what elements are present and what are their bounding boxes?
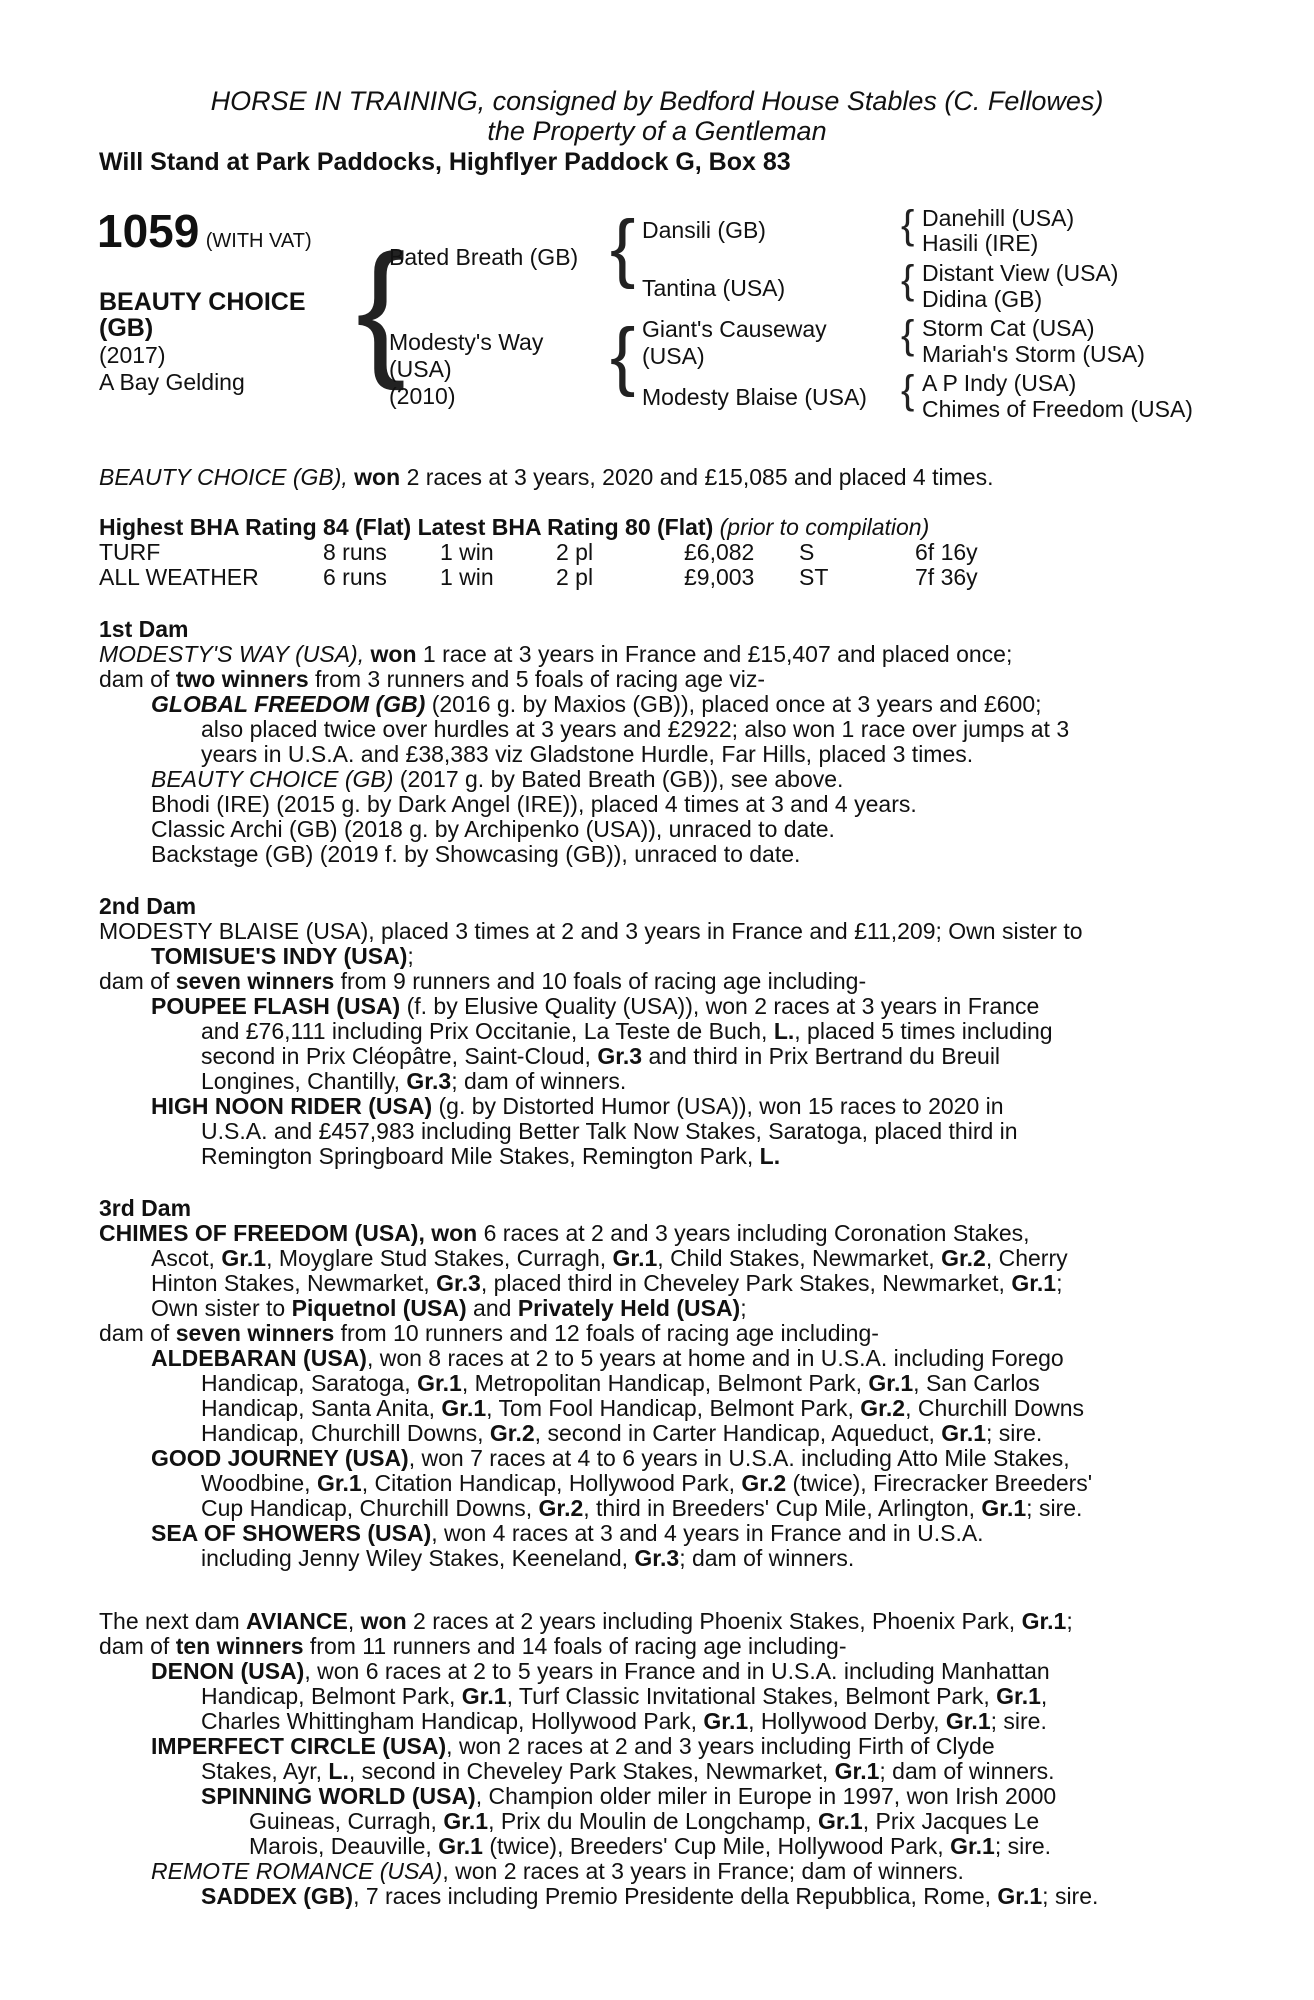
pedigree-sds: Distant View (USA) (922, 260, 1119, 286)
pedigree-brace: { (901, 368, 915, 412)
third-dam-section: 3rd Dam CHIMES OF FREEDOM (USA), won 6 races at 2 and 3 years including Coronation Stakes, Ascot, Gr.1, Moyglare Stud Stakes, Curragh, Gr.1, Child Stakes, Newmarket, Gr.2, Cherry Hinton Stakes, Newmarket, Gr.3, placed third in Cheveley Park Stakes, Newmarket, Gr.1; Own sister to Piquetnol (USA) and Privately Held (USA); dam of seven winners from 10 runners and 12 foals of racing age including- ALDEBARAN (USA), won 8 races at 2 to 5 years at home and in U.S.A. including Forego Handicap, Saratoga, Gr.1, Metropolitan Handicap, Belmont Park, Gr.1, San Carlos Handicap, Santa Anita, Gr.1, Tom Fool Handicap, Belmont Park, Gr.2, Churchill Downs Handicap, Churchill Downs, Gr.2, second in Carter Handicap, Aqueduct, Gr.1; sire. GOOD JOURNEY (USA), won 7 races at 4 to 6 years in U.S.A. including Atto Mile Stakes, Woodbine, Gr.1, Citation Handicap, Hollywood Park, Gr.2 (twice), Firecracker Breeders' Cup Handicap, Churchill Downs, Gr.2, third in Breeders' Cup Mile, Arlington, Gr.1; sire. SEA OF SHOWERS (USA), won 4 races at 3 and 4 years in France and in U.S.A. including Jenny Wiley Stakes, Keeneland, Gr.3; dam of winners. (99, 1196, 1207, 1571)
pedigree-dsd: Mariah's Storm (USA) (922, 341, 1145, 367)
pedigree-ddd: Chimes of Freedom (USA) (922, 396, 1193, 422)
race-summary: BEAUTY CHOICE (GB), won 2 races at 3 years, 2020 and £15,085 and placed 4 times. (99, 464, 994, 490)
ratings-row-all-weather: ALL WEATHER 6 runs 1 win 2 pl £9,003 ST 7f 36y (99, 564, 978, 590)
progeny-entry: IMPERFECT CIRCLE (USA), won 2 races at 2 and 3 years including Firth of Clyde (151, 1733, 995, 1759)
bha-ratings: Highest BHA Rating 84 (Flat) Latest BHA Rating 80 (Flat) (prior to compilation) (99, 514, 930, 540)
progeny-entry: GLOBAL FREEDOM (GB) (2016 g. by Maxios (GB)), placed once at 3 years and £600; (151, 691, 1042, 717)
pedigree-sire: Bated Breath (GB) (389, 244, 579, 270)
next-dam-section: The next dam AVIANCE, won 2 races at 2 years including Phoenix Stakes, Phoenix Park, Gr.1; dam of ten winners from 11 runners and 14 foals of racing age including- DENON (USA), won 6 races at 2 to 5 years in France and in U.S.A. including Manhattan Handicap, Belmont Park, Gr.1, Turf Classic Invitational Stakes, Belmont Park, Gr.1, Charles Whittingham Handicap, Hollywood Park, Gr.1, Hollywood Derby, Gr.1; sire. IMPERFECT CIRCLE (USA), won 2 races at 2 and 3 years including Firth of Clyde Stakes, Ayr, L., second in Cheveley Park Stakes, Newmarket, Gr.1; dam of winners. SPINNING WORLD (USA), Champion older miler in Europe in 1997, won Irish 2000 Guineas, Curragh, Gr.1, Prix du Moulin de Longchamp, Gr.1, Prix Jacques Le Marois, Deauville, Gr.1 (twice), Breeders' Cup Mile, Hollywood Park, Gr.1; sire. REMOTE ROMANCE (USA), won 2 races at 3 years in France; dam of winners. SADDEX (GB), 7 races including Premio Presidente della Repubblica, Rome, Gr.1; sire. (99, 1609, 1207, 1909)
section-heading: 2nd Dam (99, 893, 197, 919)
section-heading: 1st Dam (99, 616, 189, 642)
pedigree-brace: { (901, 313, 915, 357)
horse-country: (GB) (99, 314, 154, 342)
pedigree-sdd: Didina (GB) (922, 286, 1043, 312)
catalogue-header-line2: the Property of a Gentleman (487, 116, 827, 146)
progeny-entry: REMOTE ROMANCE (USA), won 2 races at 3 years in France; dam of winners. (151, 1858, 964, 1884)
pedigree-dam-country: (USA) (389, 356, 452, 382)
progeny-entry: BEAUTY CHOICE (GB) (2017 g. by Bated Breath (GB)), see above. Bhodi (IRE) (2015 g. by Dark Angel (IRE)), placed 4 times at 3 and 4 years. Classic Archi (GB) (2018 g. by Archipenko (USA)), unraced to date. Backstage (GB) (2019 f. by Showcasing (GB)), unraced to date. (151, 766, 917, 867)
pedigree-brace: { (356, 223, 407, 391)
vat-note: (WITH VAT) (205, 230, 312, 252)
section-heading: 3rd Dam (99, 1195, 192, 1221)
pedigree-dds: A P Indy (USA) (922, 370, 1077, 396)
progeny-entry: SADDEX (GB), 7 races including Premio Presidente della Repubblica, Rome, Gr.1; sire. (201, 1883, 1099, 1909)
pedigree-brace: { (610, 313, 636, 398)
pedigree-brace: { (901, 203, 915, 247)
progeny-entry: GOOD JOURNEY (USA), won 7 races at 4 to 6 years in U.S.A. including Atto Mile Stakes, (151, 1445, 1070, 1471)
catalogue-header-line1: HORSE IN TRAINING, consigned by Bedford House Stables (C. Fellowes) (210, 86, 1104, 116)
progeny-entry: POUPEE FLASH (USA) (f. by Elusive Quality (USA)), won 2 races at 3 years in France (151, 993, 1040, 1019)
pedigree-dam: Modesty's Way (389, 329, 544, 355)
horse-name: BEAUTY CHOICE (99, 288, 306, 316)
pedigree-brace: { (901, 258, 915, 302)
pedigree-dam-year: (2010) (389, 383, 456, 409)
progeny-entry: SEA OF SHOWERS (USA), won 4 races at 3 and 4 years in France and in U.S.A. (151, 1520, 984, 1546)
lot-number-block (97, 206, 312, 256)
second-dam-section: 2nd Dam MODESTY BLAISE (USA), placed 3 times at 2 and 3 years in France and £11,209; Own sister to TOMISUE'S INDY (USA); dam of seven winners from 9 runners and 10 foals of racing age including- POUPEE FLASH (USA) (f. by Elusive Quality (USA)), won 2 races at 3 years in France and £76,111 including Prix Occitanie, La Teste de Buch, L., placed 5 times including second in Prix Cléopâtre, Saint-Cloud, Gr.3 and third in Prix Bertrand du Breuil Longines, Chantilly, Gr.3; dam of winners. HIGH NOON RIDER (USA) (g. by Distorted Humor (USA)), won 15 races to 2020 in U.S.A. and £457,983 including Better Talk Now Stakes, Saratoga, placed third in Remington Springboard Mile Stakes, Remington Park, L. (99, 894, 1207, 1169)
progeny-entry: SPINNING WORLD (USA), Champion older miler in Europe in 1997, won Irish 2000 (201, 1783, 1057, 1809)
horse-year: (2017) (99, 342, 166, 368)
pedigree-dam-sire-country: (USA) (642, 343, 705, 369)
pedigree-dam-sire: Giant's Causeway (642, 316, 827, 342)
pedigree-dss: Storm Cat (USA) (922, 315, 1095, 341)
pedigree-sire-sire: Dansili (GB) (642, 217, 766, 243)
pedigree-dam-dam: Modesty Blaise (USA) (642, 384, 867, 410)
horse-description: A Bay Gelding (99, 369, 245, 395)
pedigree-sire-dam: Tantina (USA) (642, 275, 786, 301)
pedigree-ssd: Hasili (IRE) (922, 230, 1039, 256)
first-dam-section: 1st Dam MODESTY'S WAY (USA), won 1 race at 3 years in France and £15,407 and placed once; dam of two winners from 3 runners and 5 foals of racing age viz- GLOBAL FREEDOM (GB) (2016 g. by Maxios (GB)), placed once at 3 years and £600; also placed twice over hurdles at 3 years and £2922; also won 1 race over jumps at 3 years in U.S.A. and £38,383 viz Gladstone Hurdle, Far Hills, placed 3 times. BEAUTY CHOICE (GB) (2017 g. by Bated Breath (GB)), see above. Bhodi (IRE) (2015 g. by Dark Angel (IRE)), placed 4 times at 3 and 4 years. Classic Archi (GB) (2018 g. by Archipenko (USA)), unraced to date. Backstage (GB) (2019 f. by Showcasing (GB)), unraced to date. (99, 617, 1207, 867)
ratings-row-turf: TURF 8 runs 1 win 2 pl £6,082 S 6f 16y (99, 539, 978, 565)
progeny-entry: ALDEBARAN (USA), won 8 races at 2 to 5 years at home and in U.S.A. including Forego (151, 1345, 1064, 1371)
progeny-entry: DENON (USA), won 6 races at 2 to 5 years in France and in U.S.A. including Manhattan (151, 1658, 1050, 1684)
progeny-entry: HIGH NOON RIDER (USA) (g. by Distorted Humor (USA)), won 15 races to 2020 in (151, 1093, 1004, 1119)
pedigree-sss: Danehill (USA) (922, 205, 1075, 231)
stand-location: Will Stand at Park Paddocks, Highflyer Paddock G, Box 83 (99, 148, 791, 176)
lot-number: 1059 (97, 205, 200, 257)
pedigree-brace: { (610, 205, 636, 290)
